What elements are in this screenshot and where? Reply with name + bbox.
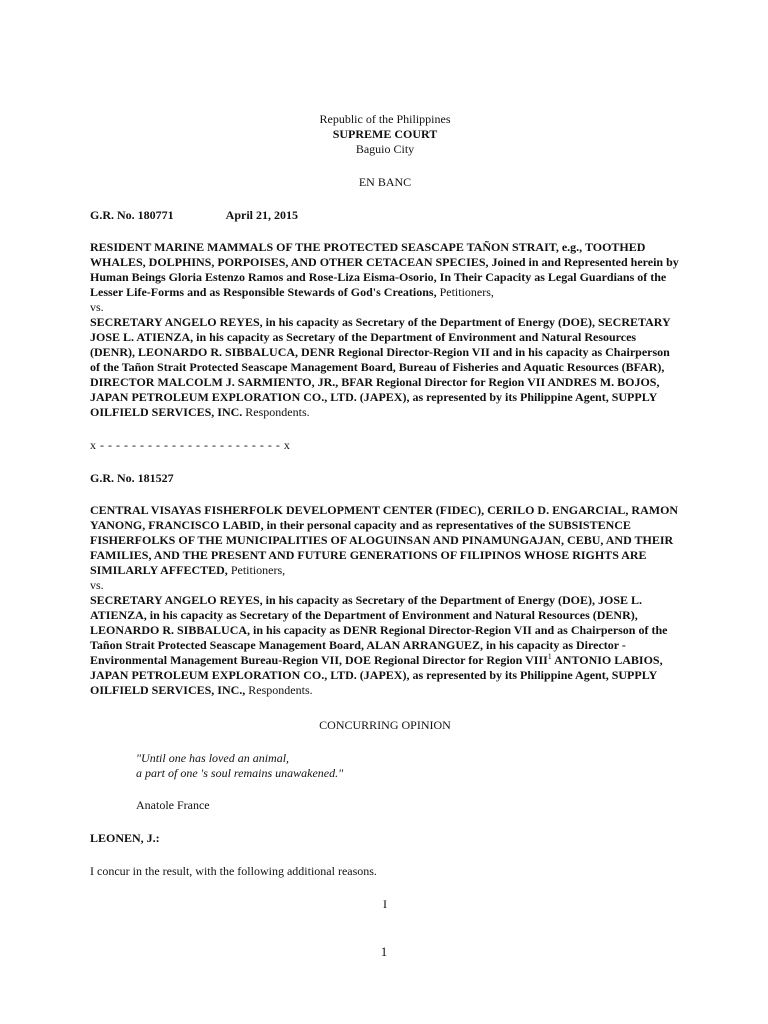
case2-vs: vs.	[90, 578, 104, 592]
quote-attribution: Anatole France	[136, 798, 210, 812]
case2-respondents	[90, 593, 680, 698]
case1-vs: vs.	[90, 300, 104, 314]
case1-date: April 21, 2015	[225, 208, 299, 222]
opinion-intro: I concur in the result, with the following additional reasons.	[90, 864, 377, 878]
section-numeral	[90, 897, 680, 912]
quote-line-2: a part of one 's soul remains unawakened."	[136, 766, 344, 780]
case1-petitioners	[90, 240, 680, 300]
quote-line-1: "Until one has loved an animal,	[136, 751, 290, 765]
document-page	[90, 112, 680, 912]
epigraph-quote	[136, 751, 680, 781]
case1-respondents-names: SECRETARY ANGELO REYES, in his capacity as Secretary of the Department of Energy (DOE), SECRETARY JOSE L. ATIENZA, in his capacity as Secretary of the Department of Environment and Natural Resources (DENR), LEONARDO R. SIBBALUCA, DENR Regional Director-Region VII and in his capacity as Chairperson of the Tañon Strait Protected Seascape Management Board, Bureau of Fisheries and Aquatic Resources (BFAR), DIRECTOR MALCOLM J. SARMIENTO, JR., BFAR Regional Director for Region VII ANDRES M. BOJOS, JAPAN PETROLEUM EXPLORATION CO., LTD. (JAPEX), as represented by its Philippine Agent, SUPPLY OILFIELD SERVICES, INC.	[90, 315, 671, 419]
case2-gr-number: G.R. No. 181527	[90, 471, 174, 485]
page-number: 1	[380, 944, 388, 959]
court-name: SUPREME COURT	[332, 127, 438, 141]
case1-gr-number: G.R. No. 180771	[90, 208, 174, 222]
court-header	[90, 112, 680, 157]
case2-respondents-label: Respondents.	[245, 683, 313, 697]
opinion-title: CONCURRING OPINION	[319, 718, 451, 732]
footnote-ref-link[interactable]: 1	[547, 652, 552, 661]
case2-petitioners-names: CENTRAL VISAYAS FISHERFOLK DEVELOPMENT CENTER (FIDEC), CERILO D. ENGARCIAL, RAMON YANONG, FRANCISCO LABID, in their personal capacity and as representatives of the SUBSISTENCE FISHERFOLKS OF THE MUNICIPALITIES OF ALOGUINSAN AND PINAMUNGAJAN, CEBU, AND THEIR FAMILIES, AND THE PRESENT AND FUTURE GENERATIONS OF FILIPINOS WHOSE RIGHTS ARE SIMILARLY AFFECTED,	[90, 503, 679, 577]
case2-petitioners	[90, 503, 680, 578]
case1-respondents-label: Respondents.	[242, 405, 310, 419]
en-banc-heading: EN BANC	[358, 175, 412, 189]
case1-respondents	[90, 315, 680, 420]
section-numeral-text: I	[383, 897, 387, 911]
opinion-author: LEONEN, J.:	[90, 831, 160, 845]
republic-line: Republic of the Philippines	[319, 112, 451, 126]
case1-petitioners-label: Petitioners,	[436, 285, 494, 299]
court-city: Baguio City	[355, 142, 415, 156]
case1-petitioners-names: RESIDENT MARINE MAMMALS OF THE PROTECTED SEASCAPE TAÑON STRAIT, e.g., TOOTHED WHALES, DOLPHINS, PORPOISES, AND OTHER CETACEAN SPECIES, Joined in and Represented herein by Human Beings Gloria Estenzo Ramos and Rose-Liza Eisma-Osorio, In Their Capacity as Legal Guardians of the Lesser Life-Forms and as Responsible Stewards of God's Creations,	[90, 240, 679, 299]
case1-gr-line	[90, 208, 680, 223]
case2-petitioners-label: Petitioners,	[227, 563, 286, 577]
case-separator: x - - - - - - - - - - - - - - - - - - - - - - - x	[90, 438, 291, 452]
case2-respondents-names-a: SECRETARY ANGELO REYES, in his capacity as Secretary of the Department of Energy (DOE), JOSE L. ATIENZA, in his capacity as Secretary of the Department of Environment and Natural Resources (DENR), LEONARDO R. SIBBALUCA, in his capacity as DENR Regional Director-Region VII and as Chairperson of the Tañon Strait Protected Seascape Management Board, ALAN ARRANGUEZ, in his capacity as Director - Environmental Management Bureau-Region VII, DOE Regional Director for Region VIII	[90, 593, 668, 667]
case2-respondents-names-b: ANTONIO LABIOS, JAPAN PETROLEUM EXPLORATION CO., LTD. (JAPEX), as represented by its Philippine Agent, SUPPLY OILFIELD SERVICES, INC.,	[90, 653, 663, 697]
